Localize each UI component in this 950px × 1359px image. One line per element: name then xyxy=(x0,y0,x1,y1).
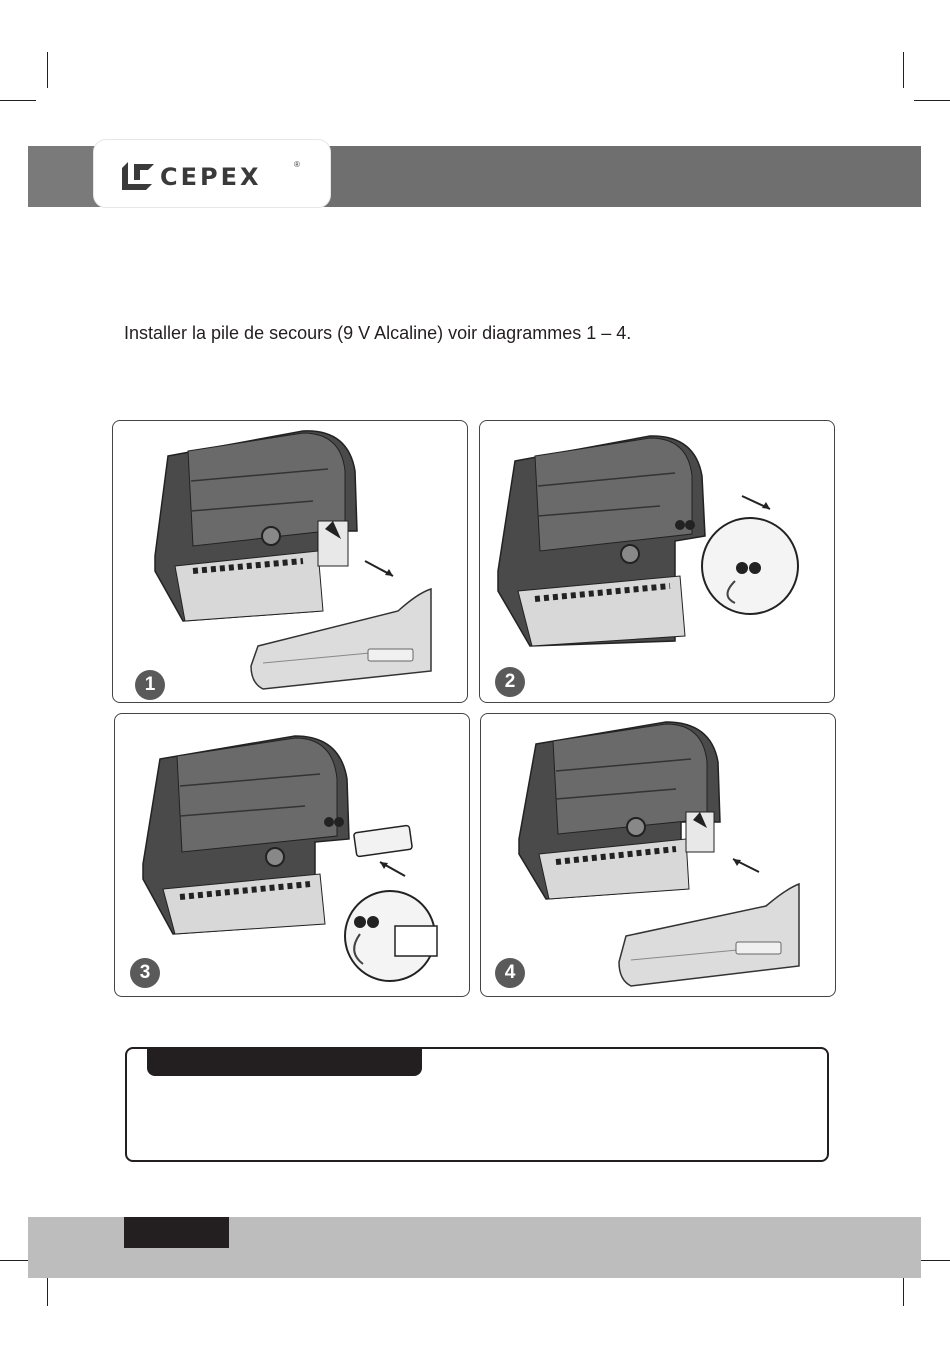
crop-mark xyxy=(47,52,48,88)
step-panel-2 xyxy=(479,420,835,703)
step-panel-1 xyxy=(112,420,468,703)
step-number-badge: 3 xyxy=(130,958,160,988)
crop-mark xyxy=(914,100,950,101)
header-bar xyxy=(300,146,921,207)
cepex-logo-icon xyxy=(118,160,158,194)
note-header-tab xyxy=(147,1047,422,1076)
crop-mark xyxy=(903,52,904,88)
step-panel-4 xyxy=(480,713,836,997)
step-panel-3 xyxy=(114,713,470,997)
crop-mark xyxy=(0,100,36,101)
battery-insertion-illustration xyxy=(115,714,469,996)
step-number-badge: 2 xyxy=(495,667,525,697)
registered-mark: ® xyxy=(294,160,300,169)
instruction-text: Installer la pile de secours (9 V Alcaline) voir diagrammes 1 – 4. xyxy=(124,323,632,343)
brand-name: CEPEX xyxy=(160,163,262,191)
footer-page-tab xyxy=(124,1217,229,1248)
battery-connector-detail-illustration xyxy=(480,421,834,702)
step-number-badge: 4 xyxy=(495,958,525,988)
step-number-badge: 1 xyxy=(135,670,165,700)
controller-cover-removal-illustration xyxy=(113,421,467,702)
controller-cover-replacement-illustration xyxy=(481,714,835,996)
